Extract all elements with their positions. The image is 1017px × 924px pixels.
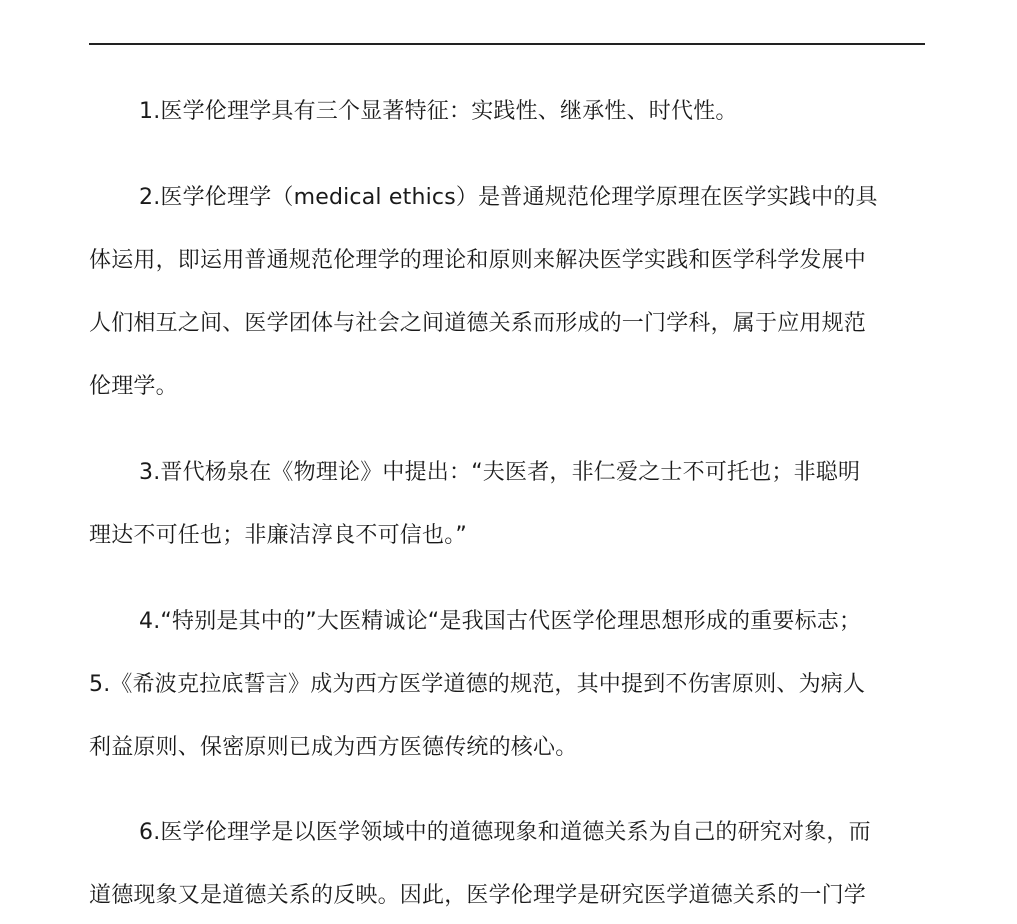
paragraph-2-line-2: 体运用，即运用普通规范伦理学的理论和原则来解决医学实践和医学科学发展中 (89, 248, 867, 273)
paragraph-6-line-1: 6.医学伦理学是以医学领域中的道德现象和道德关系为自己的研究对象，而 (139, 820, 871, 845)
paragraph-5-line-1: 5.《希波克拉底誓言》成为西方医学道德的规范，其中提到不伤害原则、为病人 (89, 672, 866, 697)
paragraph-6-line-2: 道德现象又是道德关系的反映。因此，医学伦理学是研究医学道德关系的一门学 (89, 883, 867, 908)
paragraph-2-line-4: 伦理学。 (89, 374, 178, 399)
paragraph-5-line-2: 利益原则、保密原则已成为西方医德传统的核心。 (89, 735, 578, 760)
paragraph-3-line-1: 3.晋代杨泉在《物理论》中提出：“夫医者，非仁爱之士不可托也；非聪明 (139, 460, 861, 485)
paragraph-3-line-2: 理达不可任也；非廉洁淳良不可信也。” (89, 523, 467, 548)
paragraph-2-line-3: 人们相互之间、医学团体与社会之间道德关系而形成的一门学科，属于应用规范 (89, 311, 867, 336)
paragraph-1-line-1: 1.医学伦理学具有三个显著特征：实践性、继承性、时代性。 (139, 99, 738, 124)
paragraph-4-line-1: 4.“特别是其中的”大医精诚论“是我国古代医学伦理思想形成的重要标志； (139, 609, 862, 634)
header-rule (89, 43, 925, 45)
paragraph-2-line-1: 2.医学伦理学（medical ethics）是普通规范伦理学原理在医学实践中的具 (139, 185, 878, 210)
